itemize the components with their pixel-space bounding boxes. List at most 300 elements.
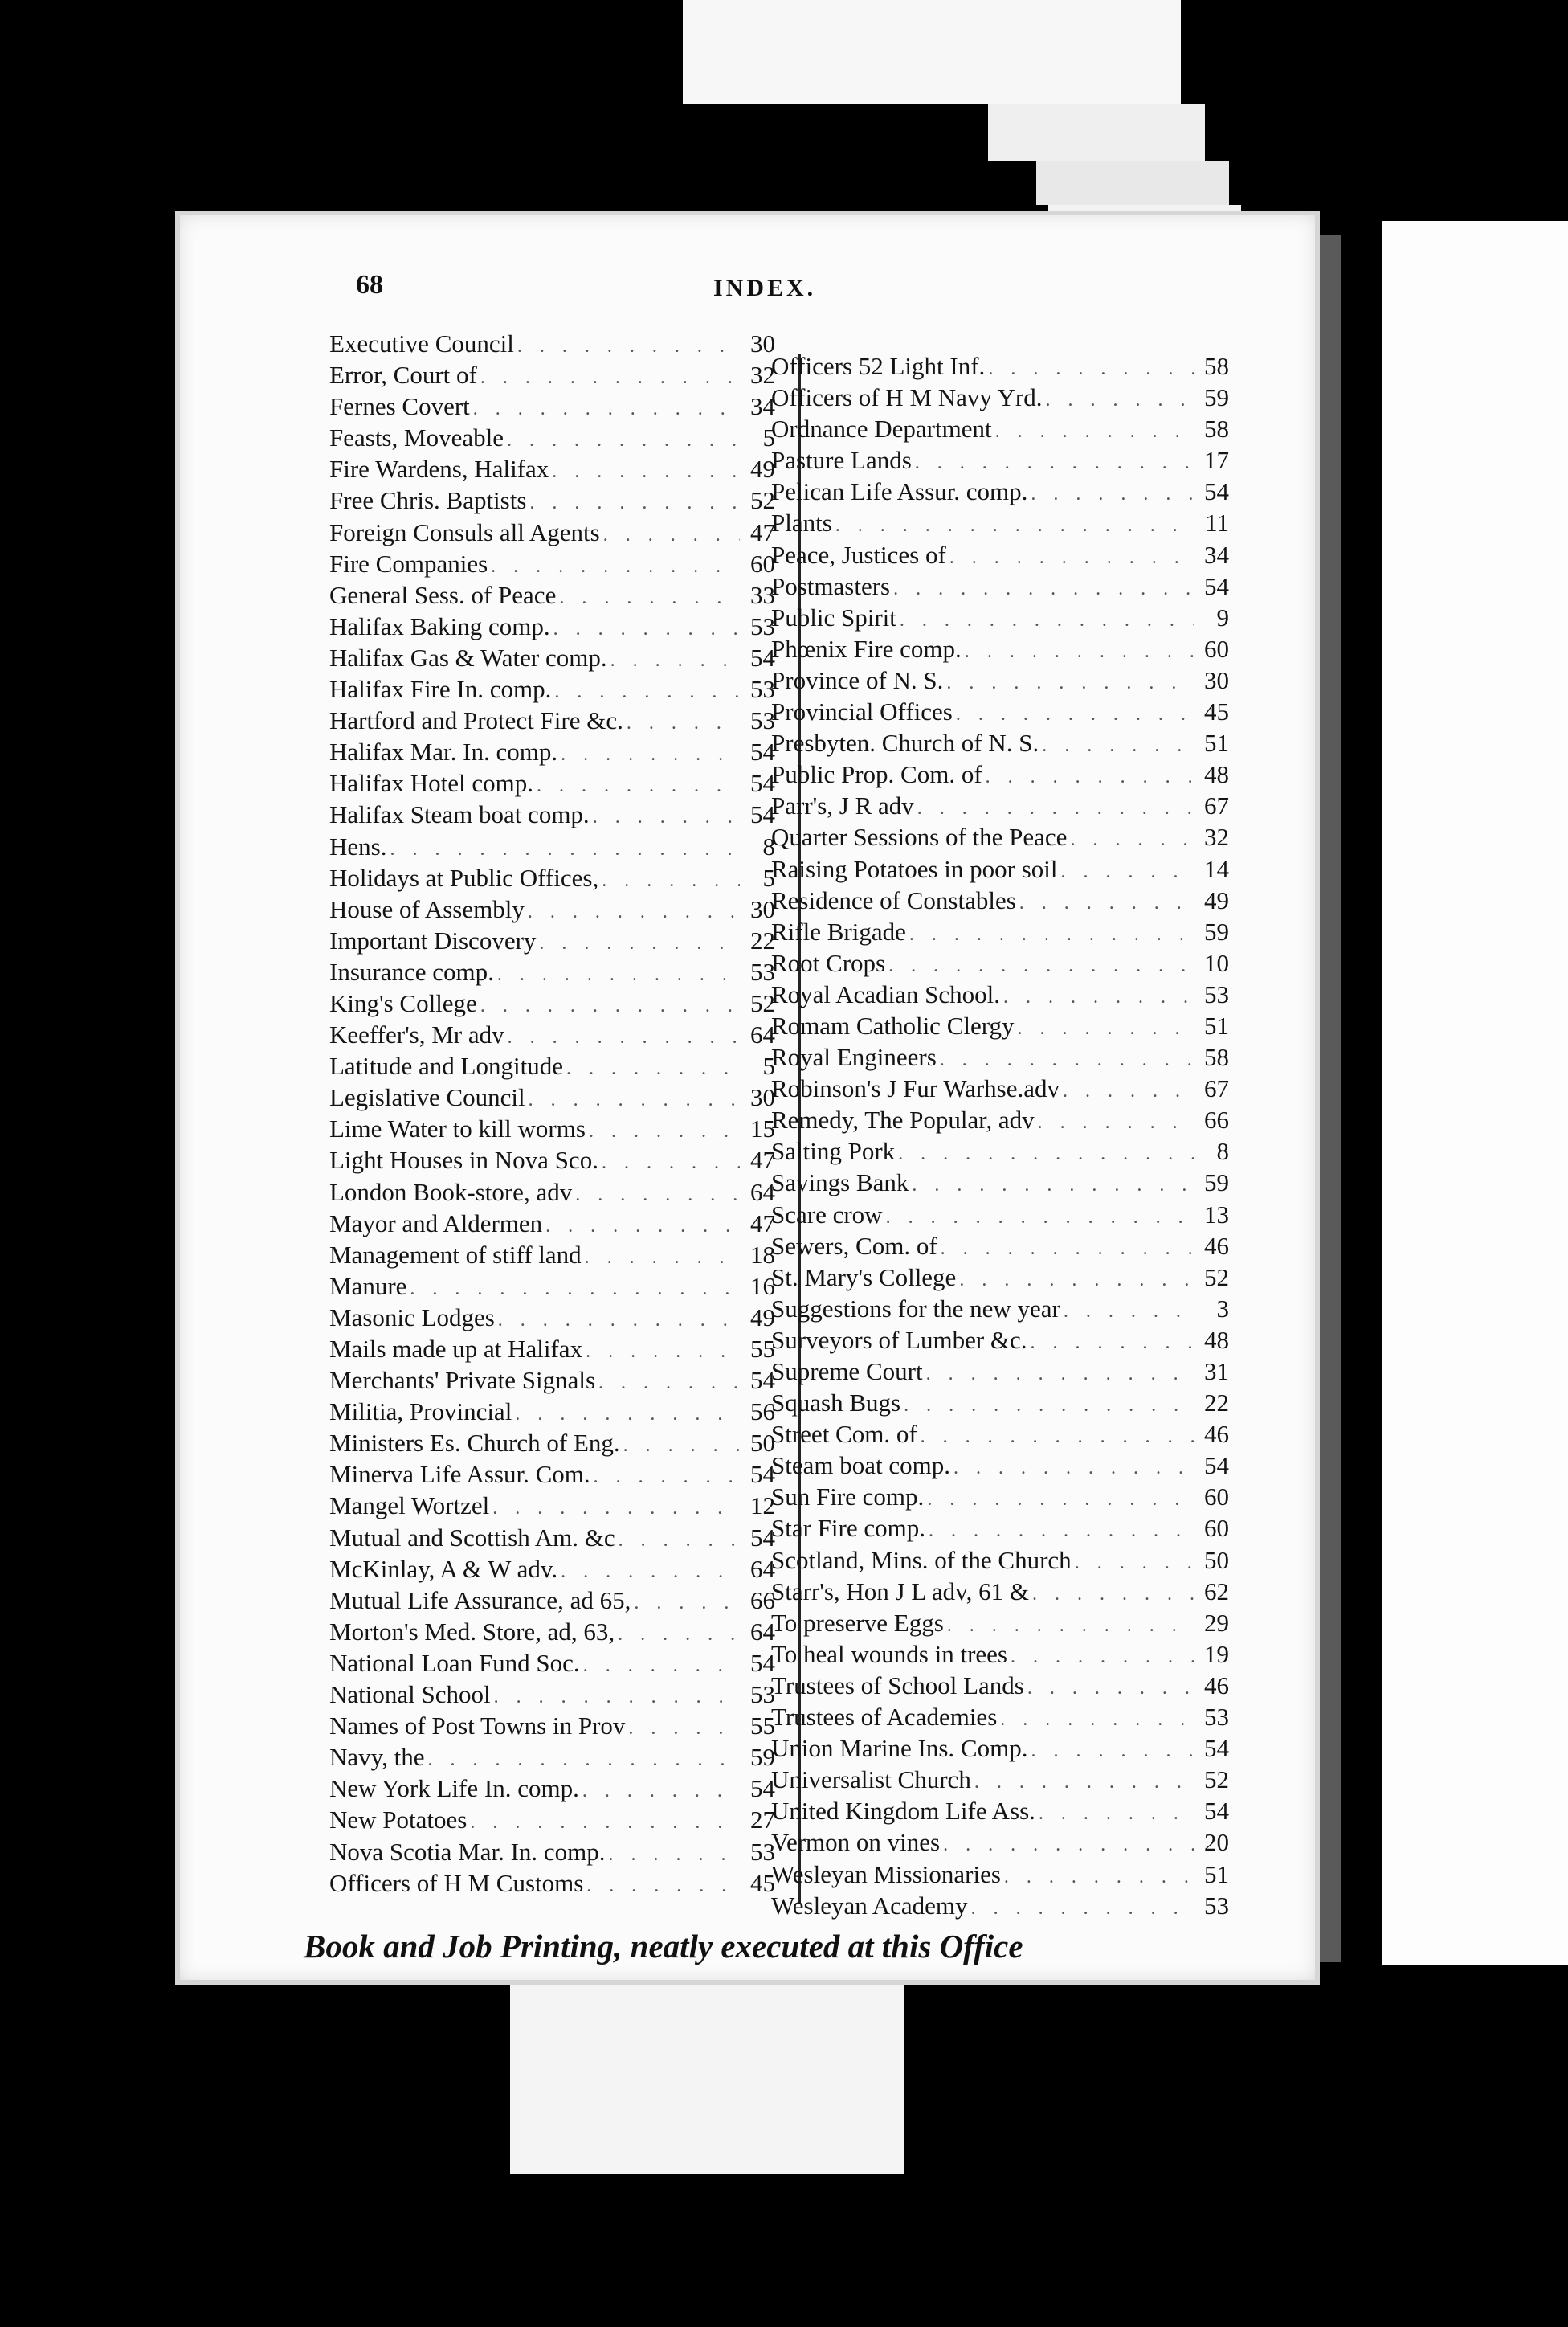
dot-leader — [953, 704, 1194, 726]
dot-leader — [971, 1772, 1194, 1793]
index-entry — [771, 1420, 1229, 1451]
dot-leader — [1000, 987, 1194, 1008]
index-entry — [771, 1357, 1229, 1388]
entry-name: Pasture Lands — [771, 446, 912, 475]
dot-leader — [580, 1655, 740, 1677]
entry-name: To heal wounds in trees — [771, 1639, 1007, 1668]
dot-leader — [620, 1435, 740, 1457]
entry-name: National Loan Fund Soc. — [329, 1648, 580, 1677]
entry-page-number: 22 — [750, 926, 775, 955]
entry-page-number: 52 — [750, 988, 775, 1017]
entry-page-number: 30 — [750, 329, 775, 358]
entry-name: Ordnance Department — [771, 415, 992, 444]
index-entry — [329, 644, 775, 675]
entry-page-number: 46 — [1204, 1671, 1229, 1699]
entry-name: Province of N. S. — [771, 665, 944, 694]
entry-name: Provincial Offices — [771, 697, 953, 726]
entry-page-number: 18 — [750, 1240, 775, 1269]
index-entry — [771, 1263, 1229, 1294]
dot-leader — [488, 556, 740, 578]
entry-page-number: 51 — [1204, 1011, 1229, 1040]
dot-leader — [937, 1049, 1194, 1071]
entry-page-number: 48 — [1204, 1325, 1229, 1354]
dot-leader — [563, 1058, 740, 1080]
dot-leader — [1015, 1018, 1194, 1040]
dot-leader — [489, 1498, 740, 1519]
entry-name: Manure — [329, 1271, 407, 1300]
index-entry — [771, 446, 1229, 477]
entry-page-number: 52 — [1204, 1765, 1229, 1794]
entry-page-number: 9 — [1216, 603, 1229, 632]
entry-name: House of Assembly — [329, 894, 525, 923]
entry-name: Insurance comp. — [329, 957, 494, 986]
entry-name: Royal Acadian School. — [771, 979, 1000, 1008]
index-entry — [329, 706, 775, 738]
entry-page-number: 67 — [1204, 1074, 1229, 1103]
entry-name: Militia, Provincial — [329, 1397, 512, 1426]
entry-name: Presbyten. Church of N. S. — [771, 729, 1039, 758]
entry-page-number: 31 — [1204, 1357, 1229, 1385]
dot-leader — [1039, 735, 1194, 757]
index-entry — [771, 1294, 1229, 1326]
dot-leader — [607, 650, 740, 672]
entry-name: Supreme Court — [771, 1357, 923, 1385]
entry-name: Masonic Lodges — [329, 1303, 495, 1331]
index-entry — [329, 1114, 775, 1146]
dot-leader — [1029, 1584, 1194, 1605]
entry-name: Mutual Life Assurance, ad 65, — [329, 1585, 631, 1614]
entry-page-number: 64 — [750, 1554, 775, 1583]
entry-page-number: 54 — [1204, 477, 1229, 506]
entry-name: Steam boat comp. — [771, 1451, 950, 1480]
dot-leader — [536, 933, 740, 955]
dot-leader — [386, 839, 740, 861]
dot-leader — [968, 1898, 1194, 1920]
dot-leader — [572, 1184, 740, 1206]
index-entry — [771, 1703, 1229, 1734]
index-entry — [329, 958, 775, 989]
entry-page-number: 60 — [1204, 1514, 1229, 1543]
dot-leader — [542, 1216, 740, 1237]
dot-leader — [1027, 484, 1194, 505]
entry-name: Officers 52 Light Inf. — [771, 352, 986, 380]
entry-page-number: 53 — [1204, 1703, 1229, 1732]
entry-page-number: 51 — [1204, 729, 1229, 758]
entry-name: Foreign Consuls all Agents — [329, 517, 600, 546]
entry-name: Holidays at Public Offices, — [329, 863, 599, 892]
index-entry — [771, 1609, 1229, 1640]
index-entry — [771, 1043, 1229, 1074]
index-entry — [771, 1514, 1229, 1545]
entry-page-number: 47 — [750, 1208, 775, 1237]
entry-name: London Book-store, adv — [329, 1177, 573, 1206]
entry-page-number: 56 — [750, 1397, 775, 1426]
entry-name: Officers of H M Customs — [329, 1868, 584, 1897]
index-entry — [329, 1083, 775, 1114]
dot-leader — [946, 547, 1194, 569]
entry-name: Suggestions for the new year — [771, 1294, 1060, 1323]
dot-leader — [914, 798, 1194, 820]
entry-name: Scotland, Mins. of the Church — [771, 1545, 1072, 1574]
entry-name: Feasts, Moveable — [329, 423, 504, 452]
dot-leader — [923, 1364, 1194, 1385]
entry-name: Romam Catholic Clergy — [771, 1011, 1015, 1040]
entry-page-number: 50 — [1204, 1545, 1229, 1574]
dot-leader — [549, 461, 740, 483]
entry-name: Ministers Es. Church of Eng. — [329, 1429, 620, 1458]
dot-leader — [1058, 861, 1194, 883]
index-entry — [771, 729, 1229, 760]
entry-page-number: 53 — [750, 957, 775, 986]
dot-leader — [924, 1489, 1194, 1511]
dot-leader — [896, 610, 1194, 632]
dot-leader — [477, 367, 740, 389]
entry-name: Public Prop. Com. of — [771, 760, 982, 789]
index-entry — [771, 1451, 1229, 1482]
entry-name: Fire Companies — [329, 549, 488, 578]
dot-leader — [606, 1844, 740, 1866]
dot-leader — [598, 1152, 740, 1174]
entry-name: Lime Water to kill worms — [329, 1114, 586, 1143]
dot-leader — [586, 1121, 740, 1143]
entry-name: Hens. — [329, 832, 387, 861]
entry-page-number: 32 — [750, 361, 775, 390]
entry-name: Parr's, J R adv — [771, 791, 914, 820]
entry-page-number: 64 — [750, 1617, 775, 1646]
index-entry — [329, 1523, 775, 1555]
entry-name: Officers of H M Navy Yrd. — [771, 383, 1043, 412]
entry-page-number: 53 — [750, 706, 775, 735]
entry-name: Rifle Brigade — [771, 917, 906, 946]
index-entry — [329, 392, 775, 423]
entry-name: Universalist Church — [771, 1765, 971, 1794]
facing-page — [1382, 221, 1568, 1965]
entry-page-number: 54 — [1204, 1734, 1229, 1763]
index-entry — [329, 612, 775, 644]
entry-page-number: 5 — [762, 863, 775, 892]
entry-page-number: 67 — [1204, 791, 1229, 820]
dot-leader — [956, 1270, 1194, 1291]
dot-leader — [533, 775, 740, 797]
index-entry — [329, 329, 775, 361]
index-entry — [329, 581, 775, 612]
entry-page-number: 58 — [1204, 415, 1229, 444]
entry-page-number: 45 — [750, 1868, 775, 1897]
index-entry — [771, 509, 1229, 540]
index-entry — [329, 769, 775, 800]
entry-name: Morton's Med. Store, ad, 63, — [329, 1617, 615, 1646]
entry-page-number: 54 — [750, 769, 775, 798]
index-entry — [329, 1272, 775, 1303]
index-entry — [771, 541, 1229, 572]
index-entry — [771, 1765, 1229, 1797]
dot-leader — [590, 807, 740, 828]
entry-page-number: 62 — [1204, 1577, 1229, 1605]
dot-leader — [504, 1027, 740, 1049]
entry-page-number: 29 — [1204, 1608, 1229, 1637]
entry-page-number: 33 — [750, 580, 775, 609]
dot-leader — [944, 1615, 1194, 1637]
dot-leader — [1035, 1112, 1194, 1134]
entry-name: Remedy, The Popular, adv — [771, 1106, 1035, 1135]
entry-page-number: 14 — [1204, 854, 1229, 883]
entry-name: Royal Engineers — [771, 1043, 937, 1072]
entry-page-number: 54 — [750, 1523, 775, 1552]
entry-name: Street Com. of — [771, 1420, 917, 1449]
dot-leader — [909, 1175, 1194, 1196]
dot-leader — [895, 1143, 1194, 1165]
index-entry — [771, 1891, 1229, 1923]
index-entry — [771, 1388, 1229, 1420]
index-entry — [329, 895, 775, 926]
index-column-left — [329, 329, 775, 1900]
dot-leader — [526, 493, 740, 514]
entry-page-number: 50 — [750, 1429, 775, 1458]
entry-name: National School — [329, 1680, 491, 1709]
entry-name: Free Chris. Baptists — [329, 486, 527, 515]
dot-leader — [890, 579, 1194, 600]
entry-name: Trustees of School Lands — [771, 1671, 1024, 1699]
dot-leader — [590, 1466, 740, 1488]
entry-page-number: 53 — [1204, 979, 1229, 1008]
dot-leader — [557, 1561, 740, 1583]
entry-page-number: 58 — [1204, 352, 1229, 380]
dot-leader — [1024, 1678, 1194, 1699]
dot-leader — [997, 1709, 1194, 1731]
dot-leader — [832, 515, 1194, 537]
index-entry — [329, 1869, 775, 1900]
dot-leader — [937, 1238, 1194, 1260]
entry-name: Robinson's J Fur Warhse.adv — [771, 1074, 1060, 1103]
entry-name: Light Houses in Nova Sco. — [329, 1146, 598, 1175]
entry-name: Nova Scotia Mar. In. comp. — [329, 1837, 606, 1866]
dot-leader — [582, 1247, 740, 1269]
dot-leader — [943, 673, 1194, 694]
index-entry — [771, 1671, 1229, 1703]
entry-name: United Kingdom Life Ass. — [771, 1797, 1035, 1826]
printer-advertisement: Book and Job Printing, neatly executed at this Office — [304, 1928, 1023, 1965]
dot-leader — [467, 1812, 740, 1834]
entry-page-number: 54 — [750, 738, 775, 767]
index-entry — [329, 675, 775, 706]
entry-page-number: 53 — [750, 1837, 775, 1866]
entry-page-number: 51 — [1204, 1859, 1229, 1888]
dot-leader — [595, 1372, 740, 1394]
entry-page-number: 66 — [750, 1585, 775, 1614]
index-entry — [771, 1734, 1229, 1765]
index-entry — [771, 1074, 1229, 1106]
entry-name: Squash Bugs — [771, 1388, 901, 1417]
dot-leader — [551, 681, 740, 703]
dot-leader — [985, 358, 1194, 380]
index-entry — [329, 1366, 775, 1397]
dot-leader — [912, 452, 1194, 474]
entry-name: Mutual and Scottish Am. &c — [329, 1523, 615, 1552]
index-entry — [329, 550, 775, 581]
entry-name: Wesleyan Academy — [771, 1891, 968, 1920]
dot-leader — [906, 924, 1194, 946]
entry-name: St. Mary's College — [771, 1262, 957, 1291]
entry-name: Mangel Wortzel — [329, 1491, 490, 1520]
index-entry — [771, 949, 1229, 980]
entry-name: King's College — [329, 988, 477, 1017]
entry-page-number: 60 — [750, 549, 775, 578]
index-entry — [329, 1838, 775, 1869]
entry-page-number: 32 — [1204, 823, 1229, 852]
entry-page-number: 5 — [762, 1052, 775, 1081]
index-entry — [329, 1680, 775, 1712]
dot-leader — [1007, 1646, 1194, 1668]
entry-page-number: 59 — [750, 1743, 775, 1772]
index-entry — [329, 1774, 775, 1806]
entry-page-number: 22 — [1204, 1388, 1229, 1417]
entry-name: New Potatoes — [329, 1806, 468, 1834]
entry-page-number: 54 — [1204, 1797, 1229, 1826]
entry-name: Fire Wardens, Halifax — [329, 455, 549, 484]
entry-page-number: 46 — [1204, 1420, 1229, 1449]
index-entry — [771, 477, 1229, 509]
index-entry — [329, 1178, 775, 1209]
dot-leader — [940, 1834, 1194, 1856]
entry-name: Pelican Life Assur. comp. — [771, 477, 1028, 506]
index-entry — [329, 1303, 775, 1335]
entry-page-number: 27 — [750, 1806, 775, 1834]
entry-page-number: 45 — [1204, 697, 1229, 726]
entry-page-number: 53 — [750, 1680, 775, 1709]
entry-page-number: 11 — [1205, 509, 1229, 538]
index-entry — [771, 918, 1229, 949]
entry-page-number: 53 — [750, 611, 775, 640]
index-entry — [771, 760, 1229, 791]
entry-name: Halifax Mar. In. comp. — [329, 738, 558, 767]
entry-page-number: 64 — [750, 1177, 775, 1206]
entry-name: Vermon on vines — [771, 1828, 941, 1857]
dot-leader — [491, 1687, 740, 1708]
index-entry — [771, 1326, 1229, 1357]
entry-name: Sewers, Com. of — [771, 1231, 937, 1260]
entry-name: Residence of Constables — [771, 885, 1016, 914]
index-entry — [771, 666, 1229, 697]
index-entry — [329, 926, 775, 958]
entry-name: Mayor and Aldermen — [329, 1208, 543, 1237]
entry-page-number: 59 — [1204, 1168, 1229, 1197]
index-entry — [329, 1241, 775, 1272]
entry-page-number: 10 — [1204, 948, 1229, 977]
dot-leader — [525, 1090, 740, 1111]
entry-name: Postmasters — [771, 571, 891, 600]
dot-leader — [962, 641, 1194, 663]
entry-page-number: 19 — [1204, 1639, 1229, 1668]
index-entry — [771, 1546, 1229, 1577]
entry-page-number: 20 — [1204, 1828, 1229, 1857]
dot-leader — [900, 1395, 1194, 1417]
entry-name: Names of Post Towns in Prov — [329, 1712, 626, 1740]
entry-page-number: 59 — [1204, 383, 1229, 412]
index-entry — [329, 1052, 775, 1083]
entry-page-number: 34 — [750, 392, 775, 421]
index-entry — [329, 1397, 775, 1429]
entry-name: Hartford and Protect Fire &c. — [329, 706, 623, 735]
index-entry — [329, 1586, 775, 1617]
dot-leader — [992, 421, 1194, 443]
entry-page-number: 52 — [750, 486, 775, 515]
index-entry — [771, 572, 1229, 603]
entry-page-number: 55 — [750, 1335, 775, 1363]
dot-leader — [631, 1593, 740, 1614]
entry-name: Savings Bank — [771, 1168, 909, 1197]
index-entry — [771, 1200, 1229, 1232]
entry-name: To preserve Eggs — [771, 1608, 944, 1637]
dot-leader — [557, 744, 740, 766]
index-entry — [329, 1146, 775, 1177]
entry-name: Keeffer's, Mr adv — [329, 1020, 504, 1049]
index-entry — [771, 635, 1229, 666]
dot-leader — [1072, 1552, 1194, 1574]
entry-page-number: 46 — [1204, 1231, 1229, 1260]
dot-leader — [494, 964, 740, 986]
entry-page-number: 54 — [750, 643, 775, 672]
entry-name: Salting Pork — [771, 1137, 896, 1166]
dot-leader — [579, 1781, 740, 1802]
index-entry — [771, 1482, 1229, 1514]
index-entry — [329, 738, 775, 769]
index-entry — [329, 1649, 775, 1680]
entry-page-number: 52 — [1204, 1262, 1229, 1291]
entry-name: Halifax Fire In. comp. — [329, 675, 552, 704]
entry-name: Sun Fire comp. — [771, 1482, 925, 1511]
entry-page-number: 16 — [750, 1271, 775, 1300]
dot-leader — [550, 619, 740, 640]
index-entry — [771, 697, 1229, 729]
index-entry — [771, 1012, 1229, 1043]
entry-name: Navy, the — [329, 1743, 425, 1772]
entry-page-number: 15 — [750, 1114, 775, 1143]
entry-page-number: 55 — [750, 1712, 775, 1740]
paper-tab-top — [683, 0, 1181, 104]
entry-name: Scare crow — [771, 1200, 883, 1229]
index-entry — [771, 1860, 1229, 1891]
dot-leader — [1016, 893, 1194, 914]
entry-page-number: 54 — [1204, 571, 1229, 600]
entry-name: Trustees of Academies — [771, 1703, 998, 1732]
index-entry — [771, 855, 1229, 886]
entry-page-number: 17 — [1204, 446, 1229, 475]
index-entry — [771, 886, 1229, 918]
index-entry — [771, 1797, 1229, 1828]
entry-page-number: 13 — [1204, 1200, 1229, 1229]
dot-leader — [625, 1718, 740, 1740]
entry-page-number: 8 — [1216, 1137, 1229, 1166]
index-entry — [771, 352, 1229, 383]
entry-name: Root Crops — [771, 948, 886, 977]
entry-page-number: 49 — [1204, 885, 1229, 914]
index-entry — [771, 415, 1229, 446]
dot-leader — [1001, 1867, 1194, 1888]
index-entry — [771, 1640, 1229, 1671]
entry-name: Mails made up at Halifax — [329, 1335, 583, 1363]
dot-leader — [615, 1530, 740, 1552]
entry-name: Merchants' Private Signals — [329, 1366, 596, 1395]
entry-name: Wesleyan Missionaries — [771, 1859, 1001, 1888]
entry-name: Phœnix Fire comp. — [771, 634, 962, 663]
index-entry — [329, 1617, 775, 1649]
entry-page-number: 58 — [1204, 1043, 1229, 1072]
dot-leader — [615, 1624, 740, 1646]
index-entry — [329, 1335, 775, 1366]
dot-leader — [1027, 1740, 1194, 1762]
entry-page-number: 30 — [1204, 665, 1229, 694]
entry-name: Legislative Council — [329, 1083, 525, 1112]
